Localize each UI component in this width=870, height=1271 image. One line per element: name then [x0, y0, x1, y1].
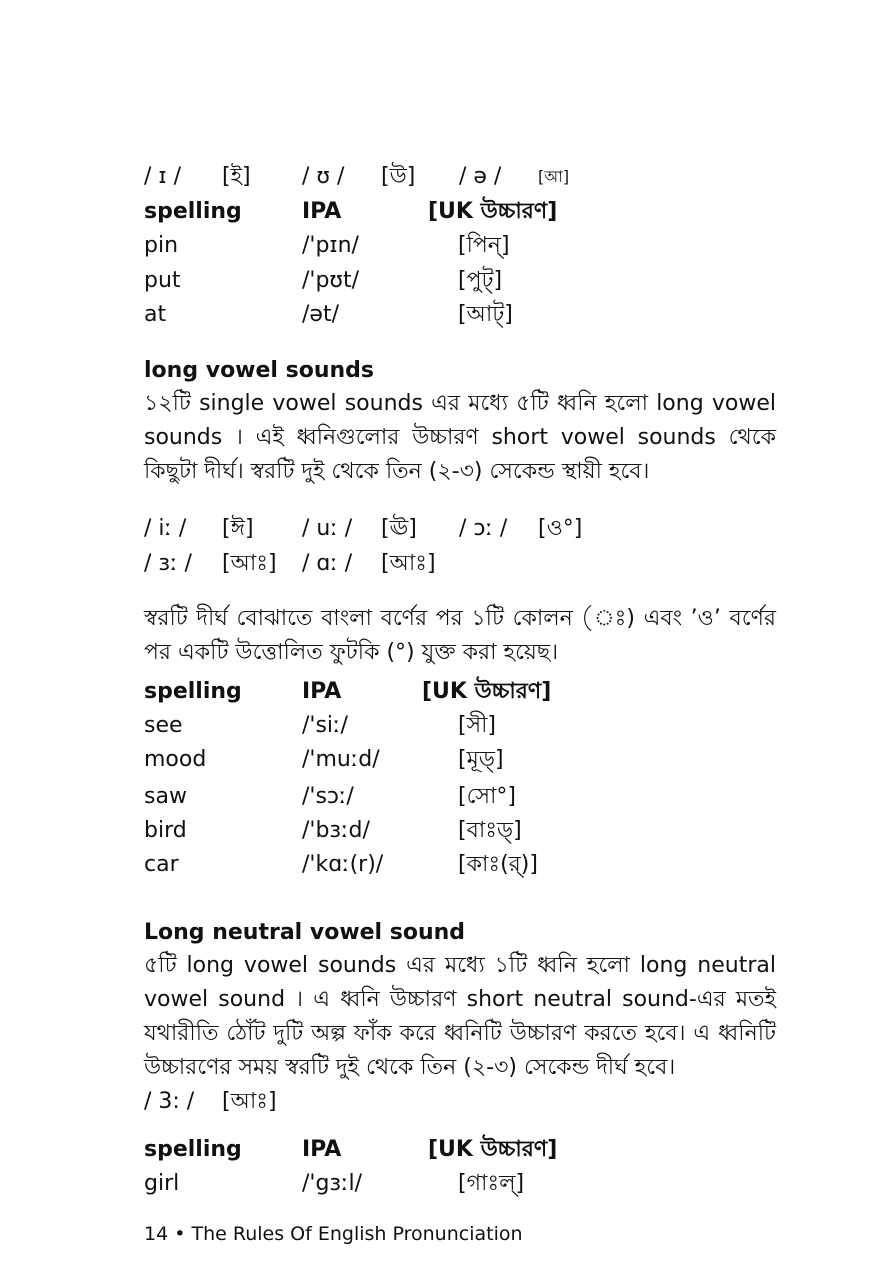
table-cell-ipa: /'pɪn/	[302, 233, 359, 258]
symbol-bangla: [আ]	[538, 167, 570, 186]
page-footer	[144, 1222, 523, 1246]
column-header-uk: [UK উচ্চারণ]	[428, 199, 558, 224]
table-cell-spelling: pin	[144, 233, 179, 258]
table-cell-ipa: /'bɜːd/	[302, 818, 370, 843]
table-cell-ipa: /'muːd/	[302, 747, 380, 772]
column-header-ipa: IPA	[302, 199, 342, 224]
symbol-ipa: / 3: /	[144, 1089, 195, 1114]
symbol-bangla: [আঃ]	[381, 551, 436, 576]
table-cell-spelling: car	[144, 852, 179, 877]
paragraph-long-neutral: ৫টি long vowel sounds এর মধ্যে ১টি ধ্বনি হলো long neutral vowel sound । এ ধ্বনি উচ্চারণ short neutral sound-এর মতই যথারীতি ঠোঁট দুটি অল্প ফাঁক করে ধ্বনিটি উচ্চারণ করতে হবে। এ ধ্বনিটি উচ্চারণের সময় স্বরটি দুই থেকে তিন (২-৩) সেকেন্ড দীর্ঘ হবে।	[144, 953, 776, 1080]
symbol-bangla: [আঃ]	[222, 1089, 277, 1114]
column-header-ipa: IPA	[302, 1137, 342, 1162]
symbol-bangla: [উ]	[381, 164, 416, 189]
paragraph-long-vowel-note: স্বরটি দীর্ঘ বোঝাতে বাংলা বর্ণের পর ১টি কোলন (ঃ) এবং ’ও’ বর্ণের পর একটি উত্তোলিত ফুটকি (°) যুক্ত করা হয়েছ।	[144, 606, 776, 665]
table-cell-bangla: [সী]	[458, 713, 496, 738]
table-cell-ipa: /ət/	[302, 302, 339, 327]
paragraph-long-vowel: ১২টি single vowel sounds এর মধ্যে ৫টি ধ্বনি হলো long vowel sounds । এই ধ্বনিগুলোর উচ্চারণ short vowel sounds থেকে কিছুটা দীর্ঘ। স্বরটি দুই থেকে তিন (২-৩) সেকেন্ড স্থায়ী হবে।	[144, 391, 776, 484]
table-cell-bangla: [পুট্]	[458, 268, 503, 293]
table-cell-bangla: [আট্]	[458, 302, 513, 327]
page-number: 14	[144, 1223, 169, 1245]
section-heading-long-vowel: long vowel sounds	[144, 358, 375, 383]
symbol-bangla: [আঃ]	[222, 551, 277, 576]
table-cell-ipa: /'gɜːl/	[302, 1171, 363, 1196]
table-cell-spelling: at	[144, 302, 167, 327]
symbol-ipa: / ɪ /	[144, 164, 181, 189]
symbol-bangla: [ঊ]	[381, 516, 417, 541]
symbol-ipa: / uː /	[302, 516, 353, 541]
table-cell-bangla: [মূড্]	[458, 747, 504, 772]
column-header-spelling: spelling	[144, 679, 242, 704]
table-cell-spelling: see	[144, 713, 183, 738]
table-cell-ipa: /'pʊt/	[302, 268, 360, 293]
symbol-ipa: / ə /	[459, 164, 502, 189]
symbol-ipa: / ɑː /	[302, 551, 353, 576]
symbol-bangla: [ও°]	[538, 516, 583, 541]
book-title: The Rules Of English Pronunciation	[191, 1223, 523, 1245]
table-cell-bangla: [গাঃল্]	[458, 1171, 525, 1196]
table-cell-spelling: girl	[144, 1171, 180, 1196]
table-cell-ipa: /'kɑː(r)/	[302, 852, 384, 877]
symbol-bangla: [ঈ]	[222, 516, 254, 541]
table-cell-ipa: /'siː/	[302, 713, 348, 738]
symbol-ipa: / ʊ /	[302, 164, 345, 189]
column-header-uk: [UK উচ্চারণ]	[422, 679, 552, 704]
table-cell-bangla: [কাঃ(র্)]	[458, 852, 538, 877]
table-cell-spelling: saw	[144, 784, 187, 809]
symbol-bangla: [ই]	[222, 164, 251, 189]
symbol-ipa: / ɜː /	[144, 551, 192, 576]
table-cell-bangla: [বাঃড্]	[458, 818, 522, 843]
bullet-separator: •	[174, 1223, 186, 1245]
column-header-spelling: spelling	[144, 1137, 242, 1162]
table-cell-spelling: put	[144, 268, 181, 293]
column-header-ipa: IPA	[302, 679, 342, 704]
table-cell-spelling: bird	[144, 818, 187, 843]
section-heading-long-neutral: Long neutral vowel sound	[144, 920, 466, 945]
symbol-ipa: / iː /	[144, 516, 187, 541]
symbol-ipa: / ɔː /	[459, 516, 508, 541]
table-cell-spelling: mood	[144, 747, 207, 772]
table-cell-ipa: /'sɔː/	[302, 784, 354, 809]
column-header-spelling: spelling	[144, 199, 242, 224]
table-cell-bangla: [পিন্]	[458, 233, 510, 258]
column-header-uk: [UK উচ্চারণ]	[428, 1137, 558, 1162]
table-cell-bangla: [সো°]	[458, 784, 517, 809]
